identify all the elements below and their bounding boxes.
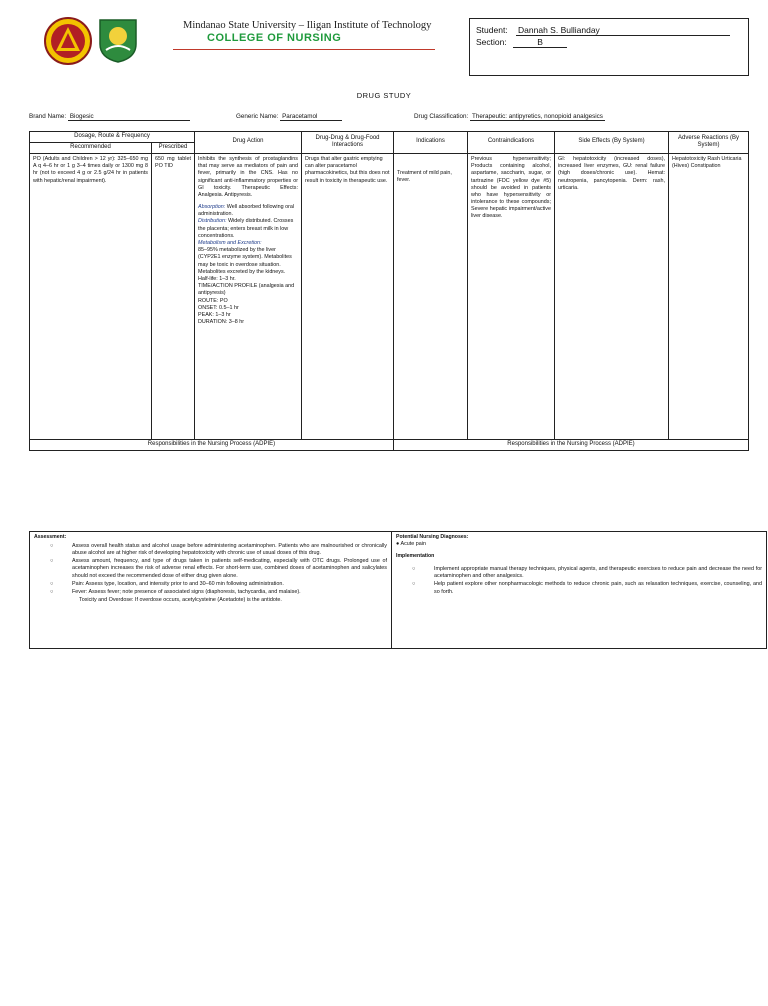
interactions-header: Drug-Drug & Drug-Food Interactions xyxy=(302,132,394,154)
prescribed-cell: 650 mg tablet PO TID xyxy=(152,153,195,439)
assessment-cell xyxy=(30,532,392,649)
student-row xyxy=(476,25,730,36)
list-item: ○ Implement appropriate manual therapy techniques, physical agents, and therapeutic exercises to reduce pain and decrease the need for acetaminophen and other analgesics. xyxy=(412,566,762,580)
page-title: DRUG STUDY xyxy=(356,91,412,100)
responsibilities-row xyxy=(30,439,749,450)
responsibilities-left: Responsibilities in the Nursing Process (ADPIE) xyxy=(30,439,394,450)
half-life: Half-life: 1–3 hr. xyxy=(198,275,236,282)
header-divider xyxy=(173,49,435,50)
classification-label: Drug Classification: xyxy=(414,113,469,120)
contraindications-header: Contraindications xyxy=(468,132,555,154)
adverse-reactions-cell: Hepatotoxicity Rash Urticaria (Hives) Constipation xyxy=(669,153,749,439)
college-of-nursing-logo xyxy=(96,16,140,64)
implementation-list xyxy=(396,566,762,596)
metabolism-label: Metabolism and Excretion: xyxy=(198,240,262,246)
dosage-group-header: Dosage, Route & Frequency xyxy=(30,132,195,143)
adpie-row xyxy=(30,532,767,649)
generic-name-line xyxy=(236,113,342,121)
distribution-label: Distribution: xyxy=(198,218,227,225)
implementation-label: Implementation xyxy=(396,553,435,560)
absorption-label: Absorption: xyxy=(198,204,226,211)
university-name: Mindanao State University – Iligan Institute of Technology xyxy=(183,20,432,31)
student-name: Dannah S. Bullianday xyxy=(516,25,730,36)
list-item: ○ Assess overall health status and alcohol usage before administering acetaminophen. Patients who are malnourished or chronically abuse alcohol are at higher risk of developing hepatotoxicity with chronic use of usual doses of this drug. xyxy=(50,542,387,557)
assessment-label: Assessment: xyxy=(34,534,67,540)
distribution-desc: Widely distributed. Crosses the placenta; enters breast milk in low concentrations. xyxy=(198,218,294,239)
generic-label: Generic Name: xyxy=(236,113,279,120)
duration: DURATION: 3–8 hr xyxy=(198,319,245,326)
section-value: B xyxy=(513,37,567,48)
indications-cell xyxy=(394,153,468,439)
list-item: ○ Fever: Assess fever; note presence of associated signs (diaphoresis, tachycardia, and malaise). xyxy=(50,589,301,596)
student-label: Student: xyxy=(476,25,508,35)
college-name: COLLEGE OF NURSING xyxy=(207,32,342,44)
peak: PEAK: 1–3 hr xyxy=(198,311,231,318)
drug-study-table xyxy=(29,131,749,451)
student-info-box xyxy=(469,18,749,76)
side-effects-header: Side Effects (By System) xyxy=(555,132,669,154)
list-item: Toxicity and Overdose: If overdose occurs, acetylcysteine (Acetadote) is the antidote. xyxy=(79,597,282,604)
metabolism-desc: 85–95% metabolized by the liver (CYP2E1 enzyme system). Metabolites may be toxic in overdose situation. Metabolites excreted by the kidneys. xyxy=(198,247,292,275)
indications-header: Indications xyxy=(394,132,468,154)
brand-label: Brand Name: xyxy=(29,113,67,120)
table-row xyxy=(30,153,749,439)
msu-iit-logo xyxy=(44,15,92,67)
diagnosis-item: ● Acute pain xyxy=(396,540,426,547)
interactions-cell: Drugs that alter gastric emptying can alter paracetamol pharmacokinetics, but this does not result in toxicity in therapeutic use. xyxy=(302,153,394,439)
onset: ONSET: 0.5–1 hr xyxy=(198,304,239,311)
absorption-text xyxy=(198,204,298,218)
bullet-icon: ● xyxy=(396,540,401,547)
action-mechanism: Inhibits the synthesis of prostaglandins that may serve as mediators of pain and fever, primarily in the CNS. Has no significant anti-inflammatory properties or GI toxicity. Therapeutic Effects: Analgesia. Antipyresis. xyxy=(198,155,298,198)
section-row xyxy=(476,37,567,48)
classification-value: Therapeutic: antipyretics, nonopioid analgesics xyxy=(472,113,603,120)
recommended-cell: PO (Adults and Children > 12 yr): 325–650 mg A q 4–6 hr or 1 g 3–4 times daily or 1300 mg 8 hr (not to exceed 4 g or 2.5 g/24 hr in patients with hepatic/renal impairment). xyxy=(30,153,152,439)
responsibilities-right: Responsibilities in the Nursing Process (ADPIE) xyxy=(394,439,749,450)
distribution-text xyxy=(198,218,298,240)
time-action-profile: TIME/ACTION PROFILE (analgesia and antipyresis) xyxy=(198,283,295,297)
absorption-desc: Well absorbed following oral administration. xyxy=(198,204,295,218)
list-item: ○ Pain: Assess type, location, and intensity prior to and 30–60 min following administration. xyxy=(50,580,284,587)
section-label: Section: xyxy=(476,37,507,47)
table-header-row xyxy=(30,132,749,143)
list-item: ○ Help patient explore other nonpharmacologic methods to reduce chronic pain, such as relaxation techniques, exercise, counseling, and so forth. xyxy=(412,581,762,595)
assessment-list xyxy=(34,543,387,605)
contraindications-cell: Previous hypersensitivity; Products containing alcohol, aspartame, saccharin, sugar, or tartrazine (FDC yellow dye #5) should be avoided in patients who have hypersensitivity or intolerance to these compounds; Severe hepatic impairment/active liver disease. xyxy=(468,153,555,439)
brand-value: Biogesic xyxy=(68,113,190,121)
recommended-header: Recommended xyxy=(30,142,152,153)
diagnosis-label: Potential Nursing Diagnoses: xyxy=(396,534,469,540)
list-item: ○ Assess amount, frequency, and type of drugs taken in patients self-medicating, especially with OTC drugs. Prolonged use of acetaminophen increases the risk of adverse renal effects. For short-term use, combined doses of acetaminophen and salicylates should not exceed the recommended dose of either drug given alone. xyxy=(50,558,387,579)
generic-value: Paracetamol xyxy=(280,113,342,121)
diagnosis-implementation-cell xyxy=(392,532,767,649)
indications-text: Treatment of mild pain, fever. xyxy=(397,169,452,184)
side-effects-cell: GI: hepatotoxicity (increased doses), increased liver enzymes, GU: renal failure (high doses/chronic use). Hemat: neutropenia, pancytopenia. Derm: rash, urticaria. xyxy=(555,153,669,439)
adpie-table xyxy=(29,531,767,649)
classification-line xyxy=(414,113,605,121)
brand-name-line xyxy=(29,113,190,121)
route: ROUTE: PO xyxy=(198,297,228,304)
drug-action-cell xyxy=(195,153,302,439)
drug-action-header: Drug Action xyxy=(195,132,302,154)
prescribed-header: Prescribed xyxy=(152,142,195,153)
adverse-reactions-header: Adverse Reactions (By System) xyxy=(669,132,749,154)
